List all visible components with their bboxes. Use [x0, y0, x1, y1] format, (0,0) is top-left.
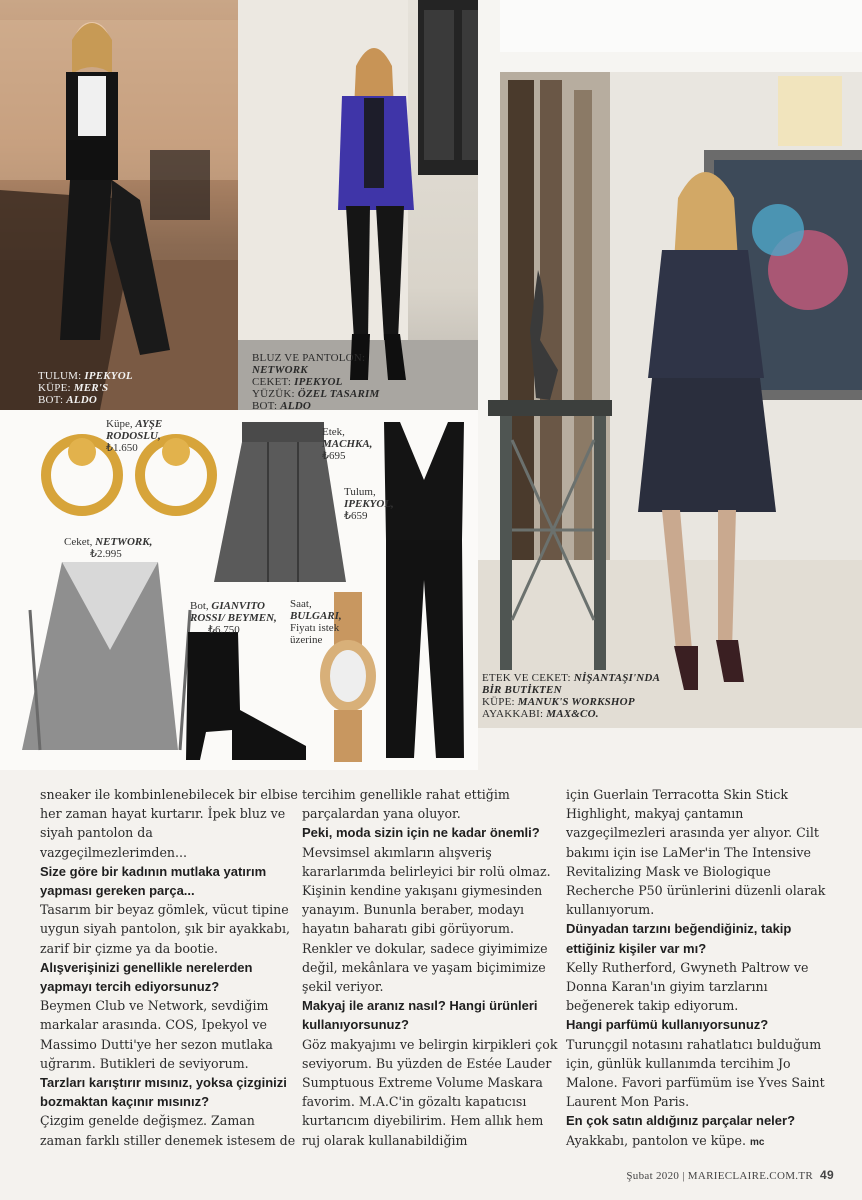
office-scene-illustration	[0, 0, 238, 410]
photo-hallway-portrait	[478, 0, 862, 728]
product-line: Fiyatı istek	[290, 622, 340, 634]
page-footer	[626, 1168, 834, 1182]
product-label-jumpsuit	[344, 486, 394, 522]
caption-line: BİR BUTİKTEN	[482, 684, 562, 696]
caption-line: CEKET: IPEKYOL	[252, 376, 343, 388]
article-paragraph: Mevsimsel akımların alışveriş kararlarımda belirleyici bir rolü olmaz. Kişinin kendine yakışanı giymesinden yanayım. Bununla beraber, modayı hayatın baharatı gibi görüyorum. Renkler ve dokular, sadece giyimimize değil, mekânlara ve yaşam biçimimize şekil veriyor.	[302, 844, 551, 995]
product-line: RODOSLU,	[106, 430, 161, 442]
article-column-2	[302, 785, 560, 1150]
page-number: 49	[820, 1168, 834, 1182]
product-collage	[0, 410, 478, 770]
product-price: ₺695	[322, 450, 346, 462]
article-question: Tarzları karıştırır mısınız, yoksa çizginizi bozmaktan kaçınır mısınız?	[40, 1075, 287, 1110]
caption-line: YÜZÜK: ÖZEL TASARIM	[252, 388, 380, 400]
caption-line: TULUM: IPEKYOL	[38, 370, 133, 382]
article-paragraph: Göz makyajımı ve belirgin kirpikleri çok seviyorum. Bu yüzden de Estée Lauder Sumptuous Extreme Volume Maskara favorim. M.A.C'in gözaltı kapatıcısı kurtarıcım diyebilirim. Hem allık hem ruj olarak kullanabildiğim	[302, 1036, 558, 1148]
caption-line: KÜPE: MANUK'S WORKSHOP	[482, 696, 635, 708]
article-paragraph: sneaker ile kombinlenebilecek bir elbise her zaman hayat kurtarır. İpek bluz ve siyah pantolon da vazgeçilmezlerimden...	[40, 787, 298, 860]
article-question: Makyaj ile aranız nasıl? Hangi ürünleri kullanıyorsunuz?	[302, 998, 538, 1033]
product-label-earrings	[106, 418, 162, 454]
caption-line: BLUZ VE PANTOLON:	[252, 352, 366, 364]
article-paragraph: Kelly Rutherford, Gwyneth Paltrow ve Donna Karan'ın giyim tarzlarını beğenerek takip ediyorum.	[566, 959, 809, 1014]
product-line: Bot, GIANVITO	[190, 600, 265, 612]
product-line: BULGARI,	[290, 610, 342, 622]
issue-info: Şubat 2020 | MARIECLAIRE.COM.TR	[626, 1170, 813, 1182]
product-label-blazer	[64, 536, 152, 560]
article-column-1	[40, 785, 298, 1150]
product-label-skirt	[322, 426, 372, 462]
product-line: MACHKA,	[322, 438, 373, 450]
photo-wall-portrait	[238, 0, 500, 410]
product-line: IPEKYOL,	[344, 498, 394, 510]
photo-office-portrait	[0, 0, 238, 410]
product-line: Saat,	[290, 598, 312, 610]
article-question: Hangi parfümü kullanıyorsunuz?	[566, 1017, 769, 1033]
article-paragraph: Tasarım bir beyaz gömlek, vücut tipine uygun siyah pantolon, şık bir ayakkabı, zarif bir çizme ya da bootie.	[40, 902, 291, 956]
caption-photo3	[482, 672, 660, 720]
caption-line: BOT: ALDO	[252, 400, 312, 410]
product-price: ₺659	[344, 510, 368, 522]
product-line: Küpe, AYŞE	[106, 418, 163, 430]
article-paragraph: tercihim genellikle rahat ettiğim parçalardan yana oluyor.	[302, 787, 510, 822]
article-paragraph: Çizgim genelde değişmez. Zaman zaman farklı stiller denemek istesem de	[40, 1113, 296, 1148]
article-paragraph: Beymen Club ve Network, sevdiğim markalar arasında. COS, Ipekyol ve Massimo Dutti'ye her sezon mutlaka uğrarım. Butikleri de seviyorum.	[40, 998, 273, 1071]
article-paragraph: için Guerlain Terracotta Skin Stick Highlight, makyaj çantamın vazgeçilmezleri arasında yer alıyor. Cilt bakımı için ise LaMer'in The Intensive Revitalizing Mask ve Biologique Recherche P50 ürünlerini düzenli olarak kullanıyorum.	[566, 787, 826, 918]
article-closing-text: Ayakkabı, pantolon ve küpe.	[566, 1132, 746, 1148]
end-mark: mc	[749, 1136, 765, 1148]
wall-scene-illustration	[238, 0, 500, 410]
caption-line: ETEK VE CEKET: NİŞANTAŞI'NDA	[482, 672, 661, 684]
jumpsuit-image	[384, 422, 464, 758]
caption-line: KÜPE: MER'S	[38, 382, 109, 394]
caption-line: NETWORK	[252, 364, 308, 376]
boot-image	[186, 632, 306, 760]
product-line: Ceket, NETWORK,	[64, 536, 153, 548]
caption-line: AYAKKABI: MAX&CO.	[482, 708, 599, 720]
blazer-image	[22, 562, 190, 750]
product-line: ROSSI/ BEYMEN,	[190, 612, 277, 624]
product-collage-illustration	[0, 410, 478, 770]
product-price: ₺2.995	[90, 548, 122, 560]
caption-photo1	[38, 370, 133, 406]
product-line: Etek,	[322, 426, 345, 438]
article-question: Peki, moda sizin için ne kadar önemli?	[302, 825, 540, 841]
product-label-boot	[190, 600, 277, 636]
article-question: Dünyadan tarzını beğendiğiniz, takip ettiğiniz kişiler var mı?	[566, 921, 792, 956]
product-line: üzerine	[290, 634, 323, 646]
article-paragraph	[566, 1131, 828, 1152]
article-question: Size göre bir kadının mutlaka yatırım yapması gereken parça...	[40, 863, 267, 899]
article-paragraph: Turunçgil notasını rahatlatıcı bulduğum için, günlük kullanımda tercihim Jo Malone. Favori parfümüm ise Yves Saint Laurent Mon Paris.	[566, 1036, 825, 1110]
product-line: Tulum,	[344, 486, 376, 498]
product-price: ₺6.750	[208, 624, 240, 636]
article-column-3	[566, 785, 828, 1152]
caption-photo2	[252, 352, 379, 410]
article-question: Alışverişinizi genellikle nerelerden yapmayı tercih ediyorsunuz?	[40, 959, 253, 995]
hallway-scene-illustration	[478, 0, 862, 728]
product-price: ₺1.650	[106, 442, 138, 454]
product-label-watch	[290, 598, 342, 646]
caption-line: BOT: ALDO	[38, 394, 98, 406]
article-question: En çok satın aldığınız parçalar neler?	[566, 1113, 796, 1129]
